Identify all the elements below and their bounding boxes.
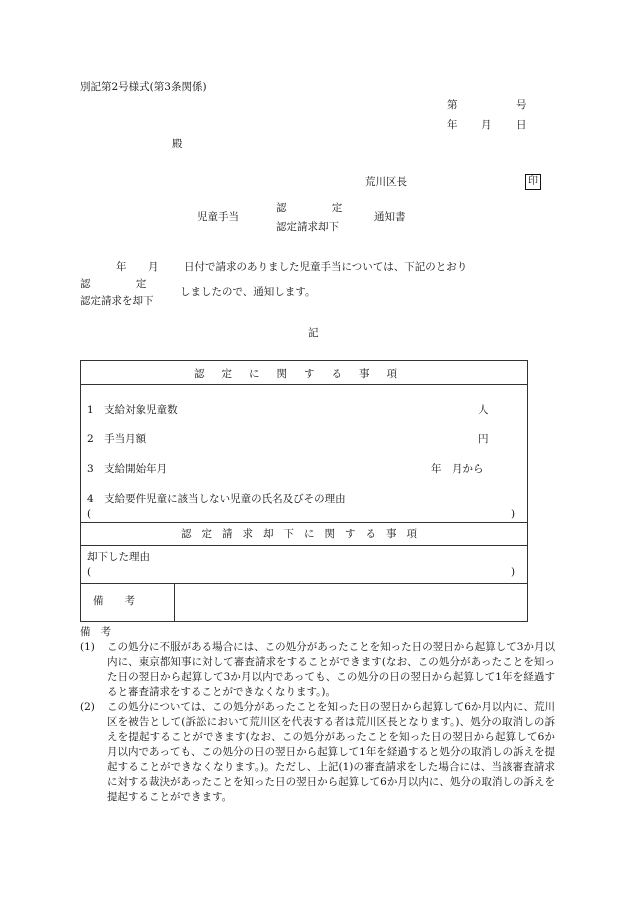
item-2-label: 2 手当月額 bbox=[87, 433, 147, 445]
ki-label: 記 bbox=[308, 327, 319, 339]
item-4-paren-open: ( bbox=[87, 508, 92, 520]
approval-header: 認定に関する事項 bbox=[194, 368, 414, 380]
item-1-label: 1 支給対象児童数 bbox=[87, 404, 178, 416]
title-option-rejection: 認定請求却下 bbox=[276, 221, 339, 233]
doc-date-month: 月 bbox=[481, 119, 492, 131]
note-mark: (1) bbox=[80, 641, 95, 653]
details-table bbox=[80, 360, 528, 622]
table-column-rule bbox=[174, 583, 175, 621]
table-rule bbox=[81, 583, 527, 584]
doc-number-prefix: 第 bbox=[447, 99, 458, 111]
rejection-reason-label: 却下した理由 bbox=[87, 551, 150, 563]
remarks-label: 備 考 bbox=[93, 595, 135, 607]
body-line2: しましたので、通知します。 bbox=[180, 286, 316, 298]
note-mark: (2) bbox=[80, 701, 95, 713]
title-notice: 通知書 bbox=[374, 211, 406, 223]
form-label: 別記第2号様式(第3条関係) bbox=[80, 81, 207, 93]
title-option-approval: 認 定 bbox=[276, 202, 364, 214]
note-text: この処分に不服がある場合には、この処分があったことを知った日の翌日から起算して3か月以内に、東京都知事に対して審査請求をすることができます(なお、この処分があったことを知った日の翌日から起算して3か月以内であっても、この処分の日の翌日から起算して1年を経過すると審査請求をすることができなくなります。)。 bbox=[107, 641, 555, 698]
note-item bbox=[80, 640, 555, 700]
doc-date-day: 日 bbox=[516, 119, 527, 131]
item-3-unit: 年 月から bbox=[431, 463, 484, 475]
body-option-approval: 認 定 bbox=[80, 278, 168, 290]
item-4-label: 4 支給要件児童に該当しない児童の氏名及びその理由 bbox=[87, 493, 346, 505]
addressee-suffix: 殿 bbox=[172, 138, 183, 150]
item-1-unit: 人 bbox=[478, 404, 489, 416]
item-2-unit: 円 bbox=[478, 433, 489, 445]
body-month: 月 bbox=[148, 261, 159, 273]
seal-stamp: 印 bbox=[525, 174, 541, 190]
table-rule bbox=[81, 522, 527, 523]
doc-date-year: 年 bbox=[447, 119, 458, 131]
body-option-rejection: 認定請求を却下 bbox=[80, 295, 154, 307]
doc-number-suffix: 号 bbox=[516, 99, 527, 111]
table-rule bbox=[81, 384, 527, 385]
notes-section bbox=[80, 625, 555, 805]
rejection-paren-open: ( bbox=[87, 566, 92, 578]
table-rule bbox=[81, 545, 527, 546]
notes-title: 備考 bbox=[80, 626, 121, 638]
body-line1: 日付で請求のありました児童手当については、下記のとおり bbox=[184, 261, 468, 273]
note-text: この処分については、この処分があったことを知った日の翌日から起算して6か月以内に、荒川区を被告として(訴訟において荒川区を代表する者は荒川区長となります。)、処分の取消しの訴えを提起することができます(なお、この処分があったことを知った日の翌日から起算して6か月以内であっても、この処分の日の翌日から起算して1年を経過すると処分の取消しの訴えを提起することができなくなります。)。ただし、上記(1)の審査請求をした場合には、当該審査請求に対する裁決があったことを知った日の翌日から起算して6か月以内に、処分の取消しの訴えを提起することができます。 bbox=[107, 701, 555, 803]
title-allowance: 児童手当 bbox=[197, 211, 239, 223]
note-item bbox=[80, 700, 555, 805]
item-3-label: 3 支給開始年月 bbox=[87, 463, 168, 475]
rejection-header: 認定請求却下に関する事項 bbox=[181, 528, 427, 540]
body-year: 年 bbox=[116, 261, 127, 273]
item-4-paren-close: ) bbox=[511, 508, 516, 520]
issuer: 荒川区長 bbox=[365, 176, 407, 188]
rejection-paren-close: ) bbox=[511, 566, 516, 578]
